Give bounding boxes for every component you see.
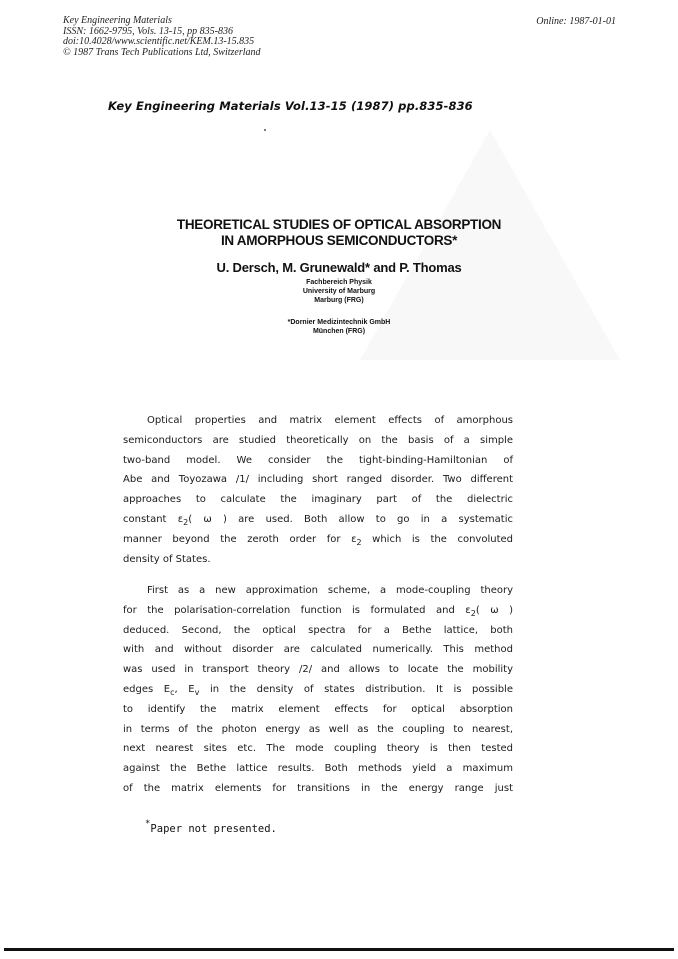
title-line-1: THEORETICAL STUDIES OF OPTICAL ABSORPTION bbox=[176, 217, 502, 232]
p2-line: deduced. Second, the optical spectra for a Bethe lattice, both bbox=[123, 624, 513, 636]
paper-title bbox=[0, 217, 678, 249]
p1-line: density of States. bbox=[123, 553, 211, 565]
affil-university: University of Marburg bbox=[302, 288, 376, 295]
p1-eps-rest: ( ω ) are used. Both allow to go in a systematic bbox=[188, 513, 513, 525]
p2-ec-label: edges E bbox=[123, 683, 171, 695]
title-line-2: IN AMORPHOUS SEMICONDUCTORS* bbox=[220, 233, 458, 248]
paragraph-1 bbox=[123, 411, 513, 569]
speck bbox=[264, 129, 266, 131]
p2-line: against the Bethe lattice results. Both methods yield a maximum bbox=[123, 763, 513, 775]
citation-header bbox=[63, 16, 261, 58]
p1-line-epsilon2 bbox=[123, 530, 513, 550]
paragraph-2 bbox=[123, 581, 513, 799]
p1-line: Optical properties and matrix element effects of amorphous bbox=[147, 415, 513, 426]
online-date: Online: 1987-01-01 bbox=[536, 16, 616, 27]
p2-line-epsilon bbox=[123, 601, 513, 621]
header-copyright: © 1987 Trans Tech Publications Ltd, Switzerland bbox=[63, 46, 261, 58]
sub-2: 2 bbox=[356, 537, 362, 547]
affiliation-marburg bbox=[0, 278, 678, 305]
header-journal: Key Engineering Materials bbox=[63, 15, 172, 26]
p2-eps-rest: ( ω ) bbox=[475, 604, 513, 616]
p2-line: with and without disorder are calculated numerically. This method bbox=[123, 644, 513, 656]
p2-line: next nearest sites etc. The mode coupling theory is then tested bbox=[123, 743, 513, 755]
p2-edges-rest: in the density of states distribution. It is possible bbox=[199, 683, 513, 695]
p1-eps2-rest: which is the convoluted bbox=[361, 533, 513, 545]
sub-2: 2 bbox=[183, 517, 189, 527]
p1-line: two-band model. We consider the tight-binding-Hamiltonian of bbox=[123, 454, 513, 466]
affiliation-dornier bbox=[0, 318, 678, 336]
p2-line: to identify the matrix element effects for optical absorption bbox=[123, 703, 513, 715]
affil-dept: Fachbereich Physik bbox=[306, 279, 372, 286]
p1-line: semiconductors are studied theoretically on the basis of a simple bbox=[123, 434, 513, 446]
journal-citation-line: Key Engineering Materials Vol.13-15 (1987) pp.835-836 bbox=[108, 99, 473, 113]
authors: U. Dersch, M. Grunewald* and P. Thomas bbox=[216, 260, 462, 275]
sub-v: v bbox=[194, 687, 200, 697]
p2-line: of the matrix elements for transitions in the energy range just bbox=[123, 782, 513, 794]
p2-line: in terms of the photon energy as well as the coupling to nearest, bbox=[123, 723, 513, 735]
footnote-text: Paper not presented. bbox=[150, 823, 277, 835]
p1-line: approaches to calculate the imaginary part of the dielectric bbox=[123, 494, 513, 506]
p2-line: First as a new approximation scheme, a mode-coupling theory bbox=[147, 585, 513, 596]
sub-c: c bbox=[170, 687, 175, 697]
p2-eps-label: for the polarisation-correlation function is formulated and ε bbox=[123, 604, 471, 616]
p1-eps2-label: manner beyond the zeroth order for ε bbox=[123, 533, 357, 545]
footnote-star: * bbox=[145, 819, 151, 829]
p1-line: Abe and Toyozawa /1/ including short ranged disorder. Two different bbox=[123, 474, 513, 486]
p2-line: was used in transport theory /2/ and allows to locate the mobility bbox=[123, 664, 513, 676]
footnote bbox=[145, 819, 277, 835]
affil-city: Marburg (FRG) bbox=[314, 297, 364, 304]
p2-line-edges bbox=[123, 680, 513, 700]
bottom-rule bbox=[4, 948, 674, 951]
p1-eps-label: constant ε bbox=[123, 513, 184, 525]
affil2-company: *Dornier Medizintechnik GmbH bbox=[287, 319, 391, 326]
p2-ev-label: , E bbox=[174, 683, 195, 695]
header-doi: doi:10.4028/www.scientific.net/KEM.13-15.835 bbox=[63, 36, 255, 47]
header-issn: ISSN: 1662-9795, Vols. 13-15, pp 835-836 bbox=[63, 25, 233, 37]
p1-line-epsilon bbox=[123, 510, 513, 530]
sub-2: 2 bbox=[470, 608, 476, 618]
affil2-city: München (FRG) bbox=[312, 328, 366, 335]
